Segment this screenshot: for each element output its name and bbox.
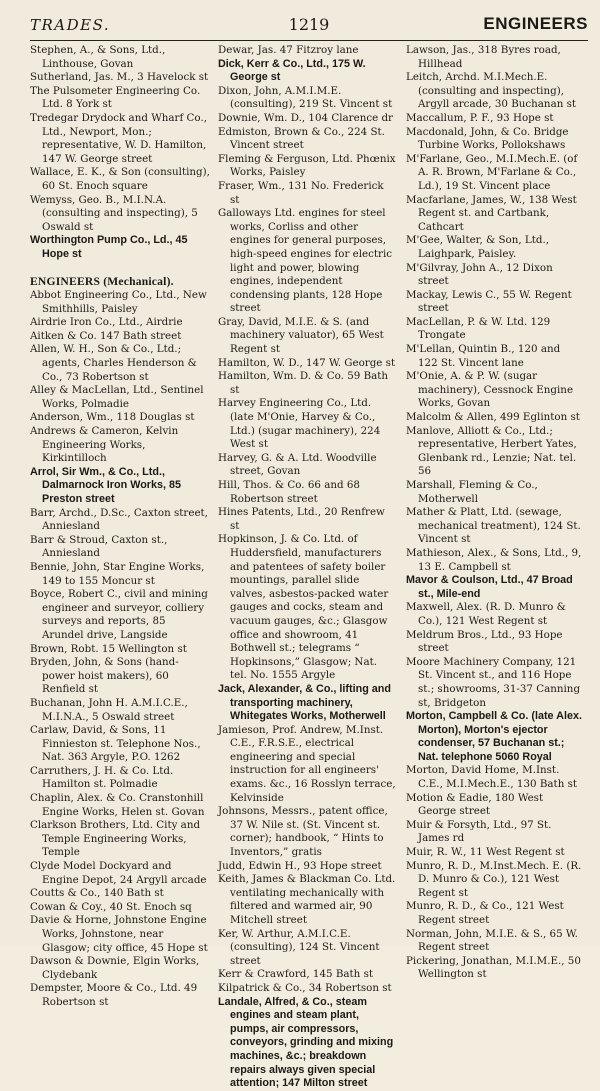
directory-entry: Maccallum, P. F., 93 Hope st	[406, 111, 554, 124]
directory-entry: Pickering, Jonathan, M.I.M.E., 50 Wellington st	[406, 954, 581, 981]
directory-entry: Gray, David, M.I.E. & S. (and machinery valuator), 65 West Regent st	[218, 315, 384, 356]
directory-entry: Manlove, Alliott & Co., Ltd.; representative, Herbert Yates, Glenbank rd., Lenzie; Nat. tel. 56	[406, 424, 577, 478]
directory-entry: Macfarlane, James, W., 138 West Regent st. and Cartbank, Cathcart	[406, 193, 577, 233]
directory-entry: Edmiston, Brown & Co., 224 St. Vincent street	[218, 125, 385, 152]
directory-entry: Norman, John, M.I.E. & S., 65 W. Regent street	[406, 927, 578, 954]
directory-entry: Downie, Wm. D., 104 Clarence dr	[218, 111, 393, 124]
directory-entry: M'Gee, Walter, & Son, Ltd., Laighpark, Paisley.	[406, 234, 550, 260]
directory-entry: Kilpatrick & Co., 34 Robertson st	[218, 981, 392, 994]
directory-entry: Arrol, Sir Wm., & Co., Ltd., Dalmarnock Iron Works, 85 Preston street	[30, 465, 182, 505]
page-number: 1219	[288, 15, 330, 34]
directory-entry: Motion & Eadie, 180 West George street	[406, 791, 544, 818]
directory-entry: Harvey, G. & A. Ltd. Woodville street, Govan	[218, 451, 377, 478]
column-middle	[216, 44, 402, 1091]
directory-entry: M'Gilvray, John A., 12 Dixon street	[406, 261, 553, 288]
directory-entry: Dewar, Jas. 47 Fitzroy lane	[218, 44, 359, 56]
directory-entry: Barr & Stroud, Caxton st., Anniesland	[30, 533, 168, 560]
directory-entry: Marshall, Fleming & Co., Motherwell	[406, 479, 538, 505]
directory-entry: M'Farlane, Geo., M.I.Mech.E. (of A. R. Brown, M'Farlane & Co., Ld.), 19 St. Vincent place	[406, 152, 578, 192]
directory-entry: Moore Machinery Company, 121 St. Vincent st., and 116 Hope st.; showrooms, 31-37 Canning st, Bridgeton	[406, 655, 581, 709]
directory-entry: Dempster, Moore & Co., Ltd. 49 Robertson st	[30, 982, 198, 1008]
directory-entry: Coutts & Co., 140 Bath st	[30, 887, 164, 900]
directory-entry: Alley & MacLellan, Ltd., Sentinel Works, Polmadie	[30, 384, 204, 410]
directory-entry: Chaplin, Alex. & Co. Cranstonhill Engine Works, Helen st. Govan	[30, 792, 205, 818]
directory-entry: Bennie, John, Star Engine Works, 149 to 155 Moncur st	[30, 560, 205, 587]
directory-entry: Munro, R. D., M.Inst.Mech. E. (R. D. Munro & Co.), 121 West Regent st	[406, 859, 582, 899]
directory-entry: Wallace, E. K., & Son (consulting), 60 St. Enoch square	[30, 166, 210, 192]
directory-entry: Morton, Campbell & Co. (late Alex. Morton), Morton's ejector condenser, 57 Buchanan st.; Nat. telephone 5060 Royal	[406, 710, 582, 763]
column-left	[30, 44, 216, 1091]
directory-entry: Allen, W. H., Son & Co., Ltd.; agents, Charles Henderson & Co., 73 Robertson st	[30, 343, 197, 383]
directory-entry: Galloways Ltd. engines for steel works, Corliss and other engines for general purposes, high-speed engines for electric light and power, blowing engines, independent condensing plants, 128 Hope street	[218, 207, 393, 315]
directory-entry: Dixon, John, A.M.I.M.E. (consulting), 219 St. Vincent st	[218, 84, 393, 111]
directory-entry: Munro, R. D., & Co., 121 West Regent street	[406, 900, 564, 926]
directory-entry: Muir & Forsyth, Ltd., 97 St. James rd	[406, 818, 552, 845]
directory-entry: Mavor & Coulson, Ltd., 47 Broad st., Mile-end	[406, 574, 573, 600]
directory-entry: Kerr & Crawford, 145 Bath st	[218, 968, 373, 981]
directory-entry: Mackay, Lewis C., 55 W. Regent street	[406, 288, 572, 315]
directory-entry: Clyde Model Dockyard and Engine Depot, 24 Argyll arcade	[30, 860, 207, 886]
running-head-section: ENGINEERS	[483, 14, 588, 33]
directory-entry: Jamieson, Prof. Andrew, M.Inst. C.E., F.R.S.E., electrical engineering and special instruction for all engineers' exams. &c., 16 Rosslyn terrace, Kelvinside	[218, 723, 396, 804]
directory-entry: Fleming & Ferguson, Ltd. Phœnix Works, Paisley	[218, 152, 396, 179]
directory-entry: Boyce, Robert C., civil and mining engineer and surveyor, colliery surveys and reports, 85 Arundel drive, Langside	[30, 588, 208, 641]
directory-entry: Barr, Archd., D.Sc., Caxton street, Anniesland	[30, 506, 208, 533]
directory-entry: Maxwell, Alex. (R. D. Munro & Co.), 121 West Regent st	[406, 601, 566, 627]
directory-entry: Wemyss, Geo. B., M.I.N.A. (consulting and inspecting), 5 Oswald st	[30, 193, 198, 233]
directory-entry: Hines Patents, Ltd., 20 Renfrew st	[218, 506, 385, 532]
directory-entry: Davie & Horne, Johnstone Engine Works, Johnstone, near Glasgow; city office, 45 Hope st	[30, 914, 208, 954]
directory-entry: Andrews & Cameron, Kelvin Engineering Works, Kirkintilloch	[30, 425, 179, 465]
running-head-trades: TRADES.	[30, 16, 111, 34]
column-right	[402, 44, 588, 1091]
directory-entry: Meldrum Bros., Ltd., 93 Hope street	[406, 628, 563, 655]
directory-entry: M'Onie, A. & P. W. (sugar machinery), Cessnock Engine Works, Govan	[406, 370, 574, 410]
directory-entry: Carlaw, David, & Sons, 11 Finnieston st. Telephone Nos., Nat. 363 Argyle, P.O. 1262	[30, 724, 201, 764]
directory-entry: Keith, James & Blackman Co. Ltd. ventilating mechanically with filtered and warmed air, 90 Mitchell street	[218, 873, 396, 926]
directory-entry: Cowan & Coy., 40 St. Enoch sq	[30, 900, 192, 913]
directory-entry: Dick, Kerr & Co., Ltd., 175 W. George st	[218, 57, 366, 84]
directory-entry: Harvey Engineering Co., Ltd. (late M'Onie, Harvey & Co., Ltd.) (sugar machinery), 224 West st	[218, 397, 381, 451]
directory-entry: Mather & Platt, Ltd. (sewage, mechanical treatment), 124 St. Vincent st	[406, 506, 581, 546]
directory-entry: Sutherland, Jas. M., 3 Havelock st	[30, 71, 209, 84]
directory-entry: Dawson & Downie, Elgin Works, Clydebank	[30, 955, 200, 981]
directory-entry: Clarkson Brothers, Ltd. City and Temple Engineering Works, Temple	[30, 819, 201, 859]
directory-entry: Hopkinson, J. & Co. Ltd. of Huddersfield, manufacturers and patentees of safety boiler mountings, parallel slide valves, asbestos-packed water gauges and cocks, steam and vacuum gauges, &c.; Glasgow office and showroom, 41 Bothwell st.; telegrams “ Hopkinsons,” Glasgow; Nat. tel. No. 1555 Argyle	[218, 533, 389, 682]
directory-entry: Hill, Thos. & Co. 66 and 68 Robertson street	[218, 479, 360, 505]
directory-entry: Macdonald, John, & Co. Bridge Turbine Works, Pollokshaws	[406, 125, 569, 152]
directory-entry: Hamilton, Wm. D. & Co. 59 Bath st	[218, 370, 389, 396]
directory-entry: Aitken & Co. 147 Bath street	[30, 329, 182, 342]
directory-entry: Muir, R. W., 11 West Regent st	[406, 846, 565, 859]
directory-entry: Abbot Engineering Co., Ltd., New Smithhills, Paisley	[30, 289, 207, 315]
directory-entry: Leitch, Archd. M.I.Mech.E. (consulting and inspecting), Argyll arcade, 30 Buchanan st	[406, 71, 577, 111]
directory-entry: Stephen, A., & Sons, Ltd., Linthouse, Govan	[30, 44, 166, 70]
directory-entry: Brown, Robt. 15 Wellington st	[30, 642, 187, 655]
directory-entry: MacLellan, P. & W. Ltd. 129 Trongate	[406, 315, 551, 342]
directory-entry: M'Lellan, Quintin B., 120 and 122 St. Vincent lane	[406, 343, 561, 369]
directory-entry: Judd, Edwin H., 93 Hope street	[218, 859, 382, 872]
directory-entry: Carruthers, J. H. & Co. Ltd. Hamilton st. Polmadie	[30, 764, 174, 791]
directory-entry: Ker, W. Arthur, A.M.I.C.E. (consulting), 124 St. Vincent street	[218, 927, 380, 967]
columns	[30, 44, 588, 1091]
directory-entry: Landale, Alfred, & Co., steam engines and steam plant, pumps, air compressors, conveyors, grinding and mixing machines, &c.; breakdown repairs always given special attention; 147 Milton street	[218, 995, 394, 1090]
directory-entry: Johnsons, Messrs., patent office, 37 W. Nile st. (St. Vincent st. corner); handbook, “ Hints to Inventors,” gratis	[218, 805, 388, 859]
directory-entry: Malcolm & Allen, 499 Eglinton st	[406, 411, 580, 424]
directory-entry: Hamilton, W. D., 147 W. George st	[218, 356, 396, 369]
directory-entry: Lawson, Jas., 318 Byres road, Hillhead	[406, 44, 561, 70]
directory-entry: Anderson, Wm., 118 Douglas st	[30, 411, 195, 424]
directory-entry: Fraser, Wm., 131 No. Frederick st	[218, 179, 384, 206]
directory-entry: Tredegar Drydock and Wharf Co., Ltd., Newport, Mon.; representative, W. D. Hamilton, 147 W. George street	[30, 111, 207, 165]
directory-entry: Buchanan, John H. A.M.I.C.E., M.I.N.A., 5 Oswald street	[30, 696, 188, 723]
directory-entry: The Pulsometer Engineering Co. Ltd. 8 York st	[30, 84, 201, 111]
directory-entry: Worthington Pump Co., Ld., 45 Hope st	[30, 234, 188, 260]
directory-entry: Mathieson, Alex., & Sons, Ltd., 9, 13 E. Campbell st	[406, 546, 582, 573]
page-header	[30, 14, 588, 41]
directory-entry: Jack, Alexander, & Co., lifting and transporting machinery, Whitegates Works, Motherwell	[218, 682, 391, 723]
section-heading: ENGINEERS (Mechanical).	[30, 274, 174, 288]
directory-entry: Bryden, John, & Sons (hand-power hoist makers), 60 Renfield st	[30, 656, 179, 696]
directory-entry: Morton, David Home, M.Inst. C.E., M.I.Mech.E., 130 Bath st	[406, 764, 578, 791]
directory-entry: Airdrie Iron Co., Ltd., Airdrie	[30, 316, 183, 329]
